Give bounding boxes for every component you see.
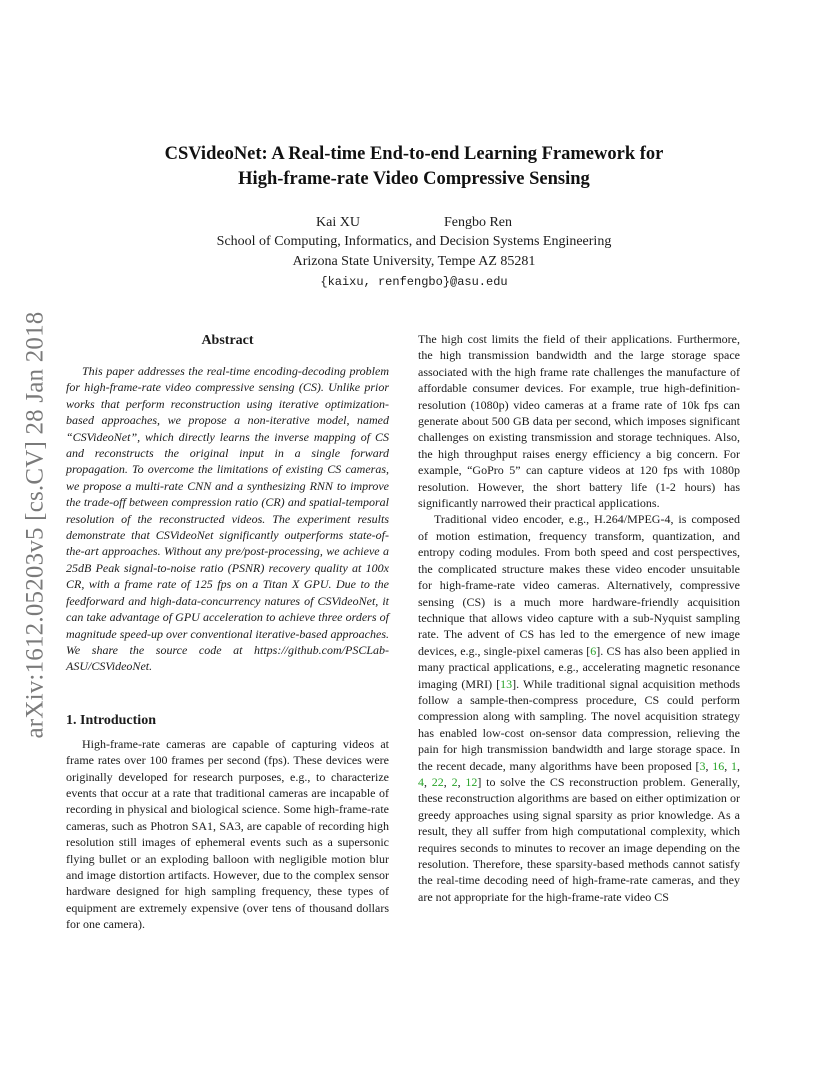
paragraph-2-text-a: Traditional video encoder, e.g., H.264/MPEG-4, is composed of motion estimation, frequency transform, quantization, and entropy coding modules. From both speed and cost perspectives, the complicated structure makes these video encoder unsuitable for high-frame-rate video cameras. Alternatively, compressive sensing (CS) is a much more hardware-friendly acquisition technique that allows video capture with a sub-Nyquist sampling rate. The advent of CS has led to the emergence of new image devices, e.g., single-pixel cameras [ xyxy=(418,512,740,658)
paper-title xyxy=(0,142,828,192)
citation-link[interactable]: 12 xyxy=(465,774,478,789)
paragraph-2-text-d: ] to solve the CS reconstruction problem. Generally, these reconstruction algorithms are based on either optimization or greedy approaches using signal sparsity as prior knowledge. As a result, they all suffer from high computational complexity, which requires seconds to minutes to recover an image depending on the resolution. Therefore, these sparsity-based methods cannot satisfy the real-time decoding need of high-frame-rate cameras, and they are not appropriate for the high-frame-rate video CS xyxy=(418,774,741,904)
citation-link[interactable]: 6 xyxy=(590,643,597,658)
author-list xyxy=(0,213,828,232)
citation-link[interactable]: 16 xyxy=(712,758,725,773)
abstract-heading: Abstract xyxy=(201,333,254,348)
introduction-heading: 1. Introduction xyxy=(66,712,156,728)
citation-link[interactable]: 3 xyxy=(699,758,706,773)
affiliation-line-1: School of Computing, Informatics, and Decision Systems Engineering xyxy=(216,234,612,249)
paragraph-2-text-c: ]. While traditional signal acquisition methods follow a sample-then-compress procedure, CS could perform compression along with sampling. The novel acquisition strategy has enabled low-cost on-sensor data compression, relieving the pain for high transmission bandwidth and large storage space. In the recent decade, many algorithms have been proposed [ xyxy=(418,676,740,773)
arxiv-identifier-text: arXiv:1612.05203v5 [cs.CV] 28 Jan 2018 xyxy=(21,311,48,739)
author-email: {kaixu, renfengbo}@asu.edu xyxy=(320,275,508,289)
author-1: Kai XU xyxy=(316,215,360,230)
right-paragraph-2: Traditional video encoder, e.g., H.264/MPEG-4, is composed of motion estimation, frequency transform, quantization, and entropy coding modules. From both speed and cost perspectives, the complicated structure makes these video encoder unsuitable for high-frame-rate video cameras. Alternatively, compressive sensing (CS) is a much more hardware-friendly acquisition technique that allows video capture with a sub-Nyquist sampling rate. The advent of CS has led to the emergence of new image devices, e.g., single-pixel cameras [6]. CS has also been applied in many practical applications, e.g., accelerating magnetic resonance imaging (MRI) [13]. While traditional signal acquisition methods follow a sample-then-compress procedure, CS could perform compression along with sampling. The novel acquisition strategy has enabled low-cost on-sensor data compression, relieving the pain for high transmission bandwidth and large storage space. In the recent decade, many algorithms have been proposed [3, 16, 1, 4, 22, 2, 12] to solve the CS reconstruction problem. Generally, these reconstruction algorithms are based on either optimization or greedy approaches using signal sparsity as prior knowledge. As a result, they all suffer from high computational complexity, which requires seconds to minutes to recover an image depending on the resolution. Therefore, these sparsity-based methods cannot satisfy the real-time decoding need of high-frame-rate cameras, and they are not appropriate for the high-frame-rate video CS xyxy=(418,512,741,904)
abstract-text: This paper addresses the real-time encoding-decoding problem for high-frame-rate video compressive sensing (CS). Unlike prior works that perform reconstruction using iterative optimization-based approaches, we propose a non-iterative model, named “CSVideoNet”, which directly learns the inverse mapping of CS and reconstructs the original input in a single forward propagation. To overcome the limitations of existing CS cameras, we propose a multi-rate CNN and a synthesizing RNN to improve the trade-off between compression ratio (CR) and spatial-temporal resolution of the reconstructed videos. The experiment results demonstrate that CSVideoNet significantly outperforms state-of-the-art approaches. Without any pre/post-processing, we achieve a 25dB Peak signal-to-noise ratio (PSNR) recovery quality at 100x CR, with a frame rate of 125 fps on a Titan X GPU. Due to the feedforward and high-data-concurrency natures of CSVideoNet, it can take advantage of GPU acceleration to achieve three orders of magnitude speed-up over conventional iterative-based approaches. We share the source code at https://github.com/PSCLab-ASU/CSVideoNet. xyxy=(66,364,389,674)
arxiv-identifier-stamp xyxy=(10,290,60,760)
citation-link[interactable]: 22 xyxy=(431,774,444,789)
author-2: Fengbo Ren xyxy=(443,215,512,230)
citation-link[interactable]: 4 xyxy=(418,774,424,789)
citation-link[interactable]: 1 xyxy=(731,758,738,773)
introduction-paragraph: High-frame-rate cameras are capable of capturing videos at frame rates over 100 frames per second (fps). These devices were originally developed for research purposes, e.g., to characterize events that occur at a rate that traditional cameras are incapable of recording in physical and biological science. Some high-frame-rate cameras, such as Photron SA1, SA3, are capable of recording high resolution still images of ephemeral events such as a supersonic flying bullet or an exploding balloon with negligible motion blur and image distortion artifacts. However, due to the complex sensor hardware designed for high sampling frequency, these types of equipment are extremely expensive (over tens of thousand dollars for one camera). xyxy=(66,736,389,932)
right-paragraph-1: The high cost limits the field of their applications. Furthermore, the high transmission bandwidth and the large storage space associated with the high frame rate challenges the manufacture of affordable consumer devices. For example, true high-definition-resolution (1080p) video cameras at a frame rate of 10k fps can generate about 500 GB data per second, which imposes significant challenges on existing transmission and storage techniques. Also, the high throughput raises energy efficiency a big concern. For example, “GoPro 5” can capture videos at 120 fps with 1080p resolution. However, the short battery life (1-2 hours) has significantly narrowed their practical applications. xyxy=(418,332,740,511)
citation-link[interactable]: 2 xyxy=(451,774,458,789)
right-column xyxy=(418,331,740,905)
affiliation-line-2: Arizona State University, Tempe AZ 85281 xyxy=(292,254,536,269)
title-line-1: CSVideoNet: A Real-time End-to-end Learning Framework for xyxy=(164,144,664,164)
citation-link[interactable]: 13 xyxy=(500,676,513,691)
left-column xyxy=(66,331,389,933)
title-line-2: High-frame-rate Video Compressive Sensing xyxy=(238,169,590,189)
paragraph-2-text-b: ]. CS has also been applied in many practical applications, e.g., accelerating magnetic resonance imaging (MRI) [ xyxy=(418,643,740,691)
paper-header xyxy=(0,142,828,292)
